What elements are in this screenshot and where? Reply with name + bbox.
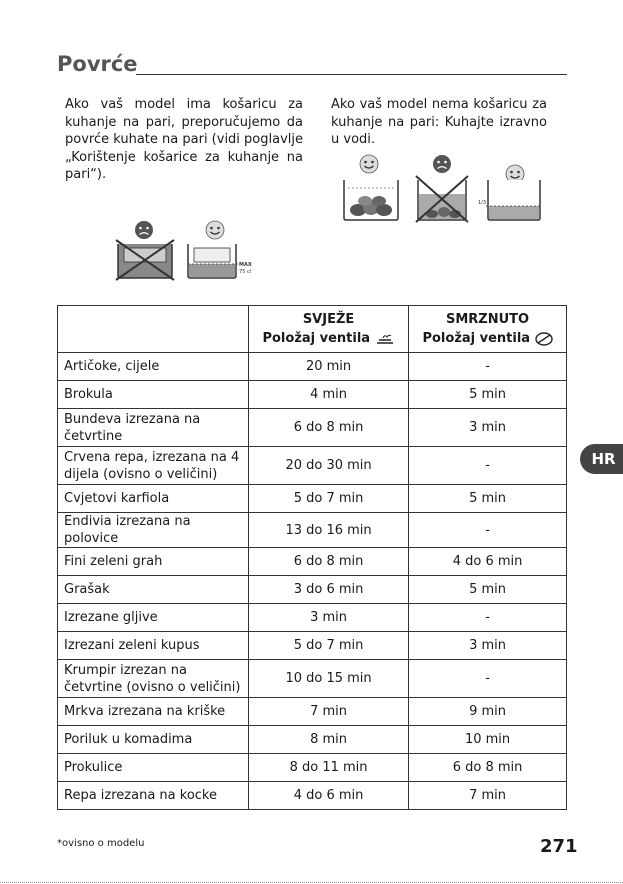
table-row xyxy=(58,660,567,698)
header-frozen-sub: Položaj ventila xyxy=(422,331,531,346)
fresh-time-cell: 6 do 8 min xyxy=(249,409,409,447)
frozen-time-cell: 3 min xyxy=(409,632,567,660)
header-frozen xyxy=(409,306,567,353)
table-row xyxy=(58,754,567,782)
food-cell: Izrezane gljive xyxy=(58,604,249,632)
frozen-time-cell: 5 min xyxy=(409,381,567,409)
page-number: 271 xyxy=(540,836,578,857)
table-row xyxy=(58,353,567,381)
food-cell: Prokulice xyxy=(58,754,249,782)
table-row xyxy=(58,513,567,548)
table-row xyxy=(58,698,567,726)
pot-too-much-water-icon xyxy=(416,176,468,222)
food-cell: Poriluk u komadima xyxy=(58,726,249,754)
header-fresh xyxy=(249,306,409,353)
water-cooking-illustration xyxy=(338,152,548,224)
table-row xyxy=(58,409,567,447)
max-sub-label: 75 cl xyxy=(239,269,252,275)
food-cell: Brokula xyxy=(58,381,249,409)
frozen-time-cell: - xyxy=(409,604,567,632)
pot-one-third-water-icon xyxy=(486,180,542,220)
table-header-row xyxy=(58,306,567,353)
intro-paragraph-right: Ako vaš model nema košaricu za kuhanje na pari: Kuhajte izravno u vodi. xyxy=(331,97,547,147)
title-rule xyxy=(136,74,567,75)
frozen-time-cell: - xyxy=(409,513,567,548)
table-row xyxy=(58,632,567,660)
frozen-time-cell: - xyxy=(409,447,567,485)
one-third-label: 1/3 xyxy=(478,200,487,206)
frozen-time-cell: 3 min xyxy=(409,409,567,447)
header-fresh-title: SVJEŽE xyxy=(302,312,355,327)
steam-basket-illustration xyxy=(112,218,254,282)
table-row xyxy=(58,447,567,485)
frozen-time-cell: 5 min xyxy=(409,485,567,513)
food-cell: Krumpir izrezan na četvrtine (ovisno o veličini) xyxy=(58,660,249,698)
fresh-time-cell: 3 do 6 min xyxy=(249,576,409,604)
food-cell: Grašak xyxy=(58,576,249,604)
sad-face-icon xyxy=(135,221,153,239)
max-label: MAX xyxy=(239,262,252,268)
table-row xyxy=(58,604,567,632)
food-cell: Bundeva izrezana na četvrtine xyxy=(58,409,249,447)
fresh-time-cell: 20 do 30 min xyxy=(249,447,409,485)
food-cell: Izrezani zeleni kupus xyxy=(58,632,249,660)
frozen-time-cell: 6 do 8 min xyxy=(409,754,567,782)
table-row xyxy=(58,381,567,409)
happy-face-icon xyxy=(206,221,224,239)
header-frozen-title: SMRZNUTO xyxy=(446,312,530,327)
table-row xyxy=(58,485,567,513)
footnote: *ovisno o modelu xyxy=(57,838,145,849)
frozen-time-cell: - xyxy=(409,353,567,381)
food-cell: Cvjetovi karfiola xyxy=(58,485,249,513)
fresh-time-cell: 7 min xyxy=(249,698,409,726)
header-fresh-sub: Položaj ventila xyxy=(262,331,371,346)
fresh-time-cell: 8 do 11 min xyxy=(249,754,409,782)
fresh-time-cell: 4 min xyxy=(249,381,409,409)
frozen-time-cell: 4 do 6 min xyxy=(409,548,567,576)
food-cell: Fini zeleni grah xyxy=(58,548,249,576)
cooking-times-table xyxy=(57,305,567,810)
header-food xyxy=(58,306,249,353)
frozen-time-cell: 10 min xyxy=(409,726,567,754)
table-row xyxy=(58,548,567,576)
table-row xyxy=(58,782,567,810)
fresh-time-cell: 5 do 7 min xyxy=(249,485,409,513)
fresh-time-cell: 4 do 6 min xyxy=(249,782,409,810)
steam-valve-icon xyxy=(375,333,395,345)
pot-overfilled-icon xyxy=(116,240,174,280)
pot-with-vegetables-icon xyxy=(344,180,398,220)
food-cell: Artičoke, cijele xyxy=(58,353,249,381)
fresh-time-cell: 5 do 7 min xyxy=(249,632,409,660)
sad-face-icon xyxy=(433,155,451,173)
frozen-time-cell: 7 min xyxy=(409,782,567,810)
frozen-time-cell: 5 min xyxy=(409,576,567,604)
frozen-time-cell: 9 min xyxy=(409,698,567,726)
valve-position-icon xyxy=(535,332,553,346)
fresh-time-cell: 6 do 8 min xyxy=(249,548,409,576)
table-row xyxy=(58,576,567,604)
food-cell: Mrkva izrezana na kriške xyxy=(58,698,249,726)
food-cell: Endivia izrezana na polovice xyxy=(58,513,249,548)
happy-face-icon xyxy=(360,155,378,173)
intro-paragraph-left: Ako vaš model ima košaricu za kuhanje na pari, preporučujemo da povrće kuhate na pari (vidi poglavlje „Korištenje košarice za kuhanje na pari“). xyxy=(65,97,304,182)
fresh-time-cell: 13 do 16 min xyxy=(249,513,409,548)
fresh-time-cell: 3 min xyxy=(249,604,409,632)
bottom-rule xyxy=(0,882,623,883)
frozen-time-cell: - xyxy=(409,660,567,698)
section-title: Povrće xyxy=(57,52,138,76)
language-tab: HR xyxy=(580,444,623,474)
table-row xyxy=(58,726,567,754)
food-cell: Repa izrezana na kocke xyxy=(58,782,249,810)
food-cell: Crvena repa, izrezana na 4 dijela (ovisno o veličini) xyxy=(58,447,249,485)
fresh-time-cell: 10 do 15 min xyxy=(249,660,409,698)
pot-correct-icon xyxy=(188,244,238,278)
fresh-time-cell: 20 min xyxy=(249,353,409,381)
fresh-time-cell: 8 min xyxy=(249,726,409,754)
